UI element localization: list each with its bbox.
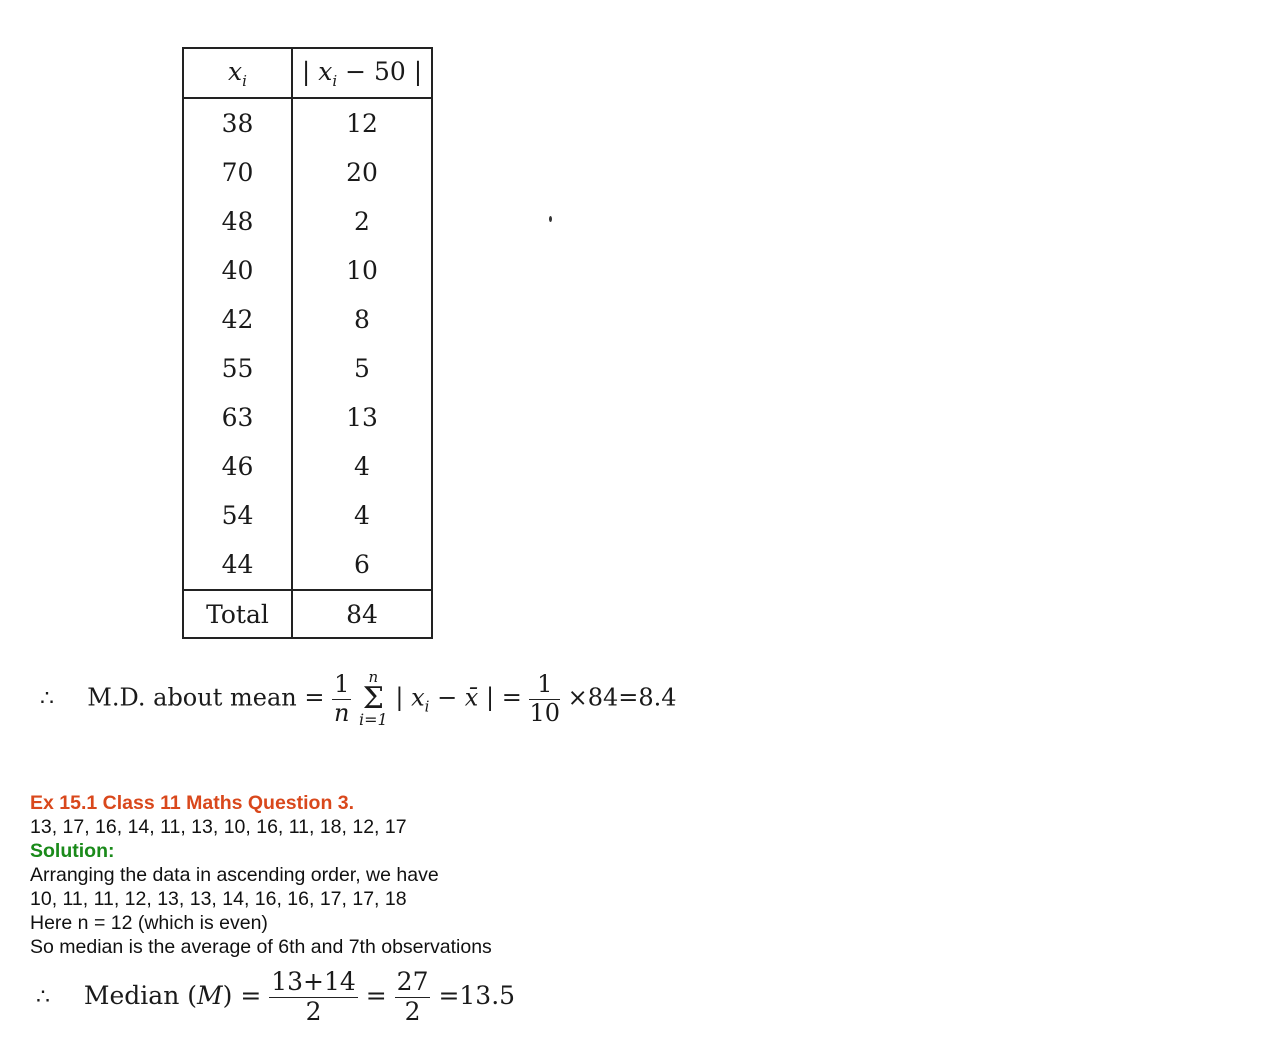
scan-speck xyxy=(549,216,552,222)
md-formula xyxy=(40,670,677,728)
cell-xi: 48 xyxy=(183,197,292,246)
cell-xi: 70 xyxy=(183,148,292,197)
table-row xyxy=(183,246,432,295)
sigma-symbol: Σ xyxy=(362,681,384,716)
deviation-table xyxy=(182,47,433,639)
cell-abs-deviation: 12 xyxy=(292,98,432,148)
table-body xyxy=(183,98,432,638)
cell-abs-deviation: 6 xyxy=(292,540,432,590)
cell-abs-deviation: 13 xyxy=(292,393,432,442)
question-data: 13, 17, 16, 14, 11, 13, 10, 16, 11, 18, 12, 17 xyxy=(30,816,407,838)
table-row xyxy=(183,295,432,344)
md-frac2-num: 1 xyxy=(529,671,560,700)
question-title: Ex 15.1 Class 11 Maths Question 3. xyxy=(30,792,355,814)
md-abs-rest: − x̄ | xyxy=(429,683,495,712)
median-eq: = xyxy=(365,980,387,1010)
table-row xyxy=(183,344,432,393)
cell-xi: 42 xyxy=(183,295,292,344)
median-frac2-den: 2 xyxy=(404,996,421,1026)
solution-line-1: Arranging the data in ascending order, we have xyxy=(30,864,439,886)
table-header-row xyxy=(183,48,432,98)
total-value: 84 xyxy=(292,590,432,638)
median-fraction-1 xyxy=(269,968,358,1027)
md-frac1-num: 1 xyxy=(334,669,350,698)
summation-operator xyxy=(359,670,388,728)
solution-title: Solution: xyxy=(30,840,115,862)
total-label: Total xyxy=(183,590,292,638)
table-row xyxy=(183,442,432,491)
md-result: ×84=8.4 xyxy=(567,683,677,712)
median-formula xyxy=(36,968,515,1027)
md-frac2-den: 10 xyxy=(529,698,560,727)
header-xi-sub: i xyxy=(242,71,247,90)
solution-line-2: 10, 11, 11, 12, 13, 13, 14, 16, 16, 17, 17, 18 xyxy=(30,888,407,910)
table-row xyxy=(183,148,432,197)
table-row xyxy=(183,197,432,246)
median-result: =13.5 xyxy=(438,980,516,1010)
header-abs-sub: i xyxy=(332,71,338,90)
median-label-post: ) = xyxy=(222,980,262,1010)
md-fraction-2 xyxy=(529,671,560,727)
table-row xyxy=(183,393,432,442)
solution-line-3: Here n = 12 (which is even) xyxy=(30,912,268,934)
header-abs-post: − 50 | xyxy=(337,56,423,86)
table-row xyxy=(183,98,432,148)
md-abs-open: | x xyxy=(395,683,425,712)
sum-lower-limit: i=1 xyxy=(359,710,388,729)
header-xi-base: x xyxy=(228,56,243,86)
cell-xi: 44 xyxy=(183,540,292,590)
cell-xi: 46 xyxy=(183,442,292,491)
median-frac1-num: 13+14 xyxy=(271,967,356,996)
cell-abs-deviation: 10 xyxy=(292,246,432,295)
solution-line-4: So median is the average of 6th and 7th observations xyxy=(30,936,492,958)
cell-xi: 54 xyxy=(183,491,292,540)
median-therefore-symbol: ∴ xyxy=(36,984,50,1010)
cell-xi: 55 xyxy=(183,344,292,393)
table-row xyxy=(183,491,432,540)
median-frac2-num: 27 xyxy=(396,967,429,996)
cell-xi: 63 xyxy=(183,393,292,442)
md-abs-sub: i xyxy=(424,697,430,716)
md-frac1-den: n xyxy=(334,698,350,727)
md-eq2: = xyxy=(501,683,522,712)
median-label-pre: Median ( xyxy=(83,980,198,1010)
header-abs-deviation xyxy=(292,48,432,98)
table-total-row xyxy=(183,590,432,638)
header-abs-pre: | x xyxy=(301,56,333,86)
sum-upper-limit: n xyxy=(368,668,379,686)
cell-abs-deviation: 4 xyxy=(292,491,432,540)
cell-abs-deviation: 5 xyxy=(292,344,432,393)
cell-xi: 38 xyxy=(183,98,292,148)
md-eq1: = xyxy=(304,683,325,712)
md-label: M.D. about mean xyxy=(87,683,297,712)
median-label-var: M xyxy=(197,980,223,1010)
md-fraction-1 xyxy=(332,671,351,727)
median-frac1-den: 2 xyxy=(305,996,322,1026)
median-fraction-2 xyxy=(395,968,431,1027)
cell-abs-deviation: 8 xyxy=(292,295,432,344)
cell-abs-deviation: 2 xyxy=(292,197,432,246)
therefore-symbol: ∴ xyxy=(40,686,54,712)
cell-abs-deviation: 4 xyxy=(292,442,432,491)
table-row xyxy=(183,540,432,590)
cell-abs-deviation: 20 xyxy=(292,148,432,197)
cell-xi: 40 xyxy=(183,246,292,295)
header-xi xyxy=(183,48,292,98)
